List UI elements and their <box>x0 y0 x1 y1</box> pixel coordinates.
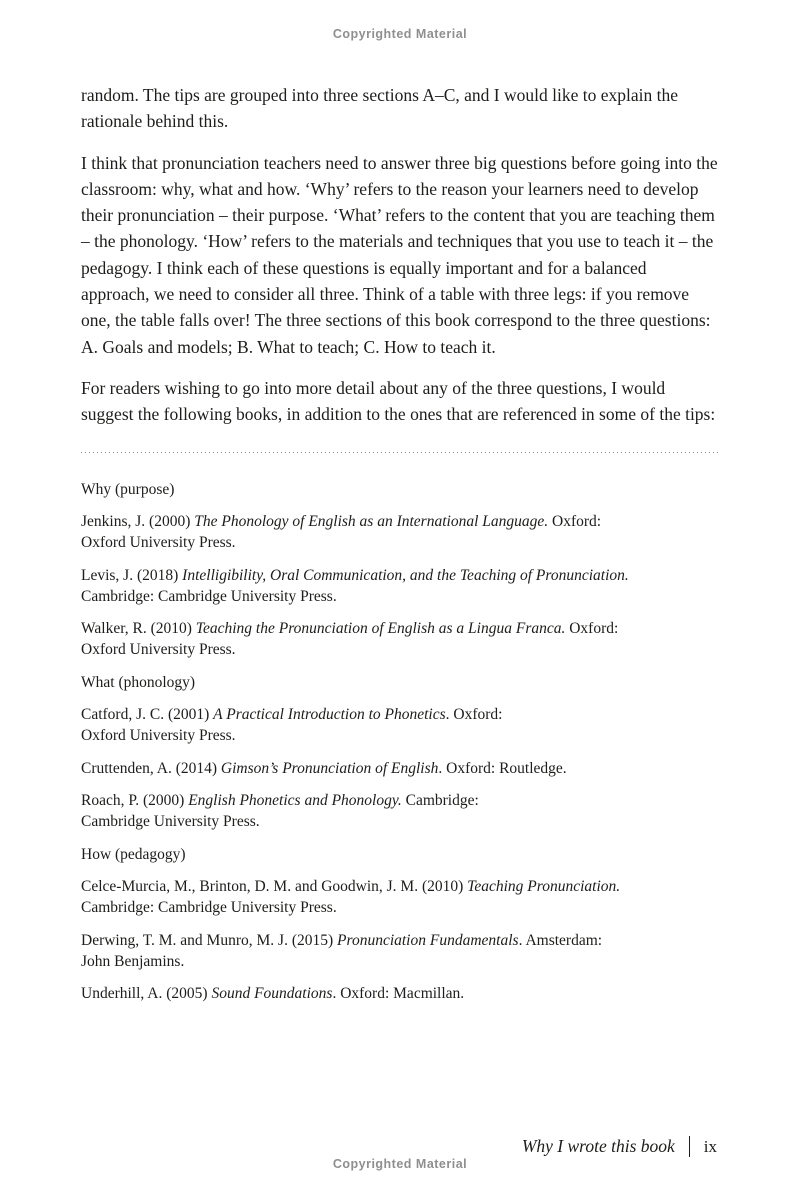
reference-text: Jenkins, J. (2000) <box>81 513 195 531</box>
reference-text: Levis, J. (2018) <box>81 566 183 584</box>
reference-text: . Oxford: <box>445 706 503 724</box>
page-content <box>81 82 718 1016</box>
reference-text: Oxford University Press. <box>81 727 236 745</box>
reference-text: Underhill, A. (2005) <box>81 985 212 1003</box>
body-paragraph: I think that pronunciation teachers need to answer three big questions before going into the classroom: why, what and how. ‘Why’ refers to the reason your learners need to develop their pronunciation – their purpose. ‘What’ refers to the content that you are teaching them – the phonology. ‘How’ refers to the materials and techniques that you use to teach it – the pedagogy. I think each of these questions is equally important and for a balanced approach, we need to consider all three. Think of a table with three legs: if you remove one, the table falls over! The three sections of this book correspond to the three questions: A. Goals and models; B. What to teach; C. How to teach it. <box>81 152 718 357</box>
reference-section-heading: Why (purpose) <box>81 480 175 498</box>
copyright-notice-bottom: Copyrighted Material <box>332 1157 468 1171</box>
running-footer <box>522 1136 717 1157</box>
reference-entry <box>81 565 718 607</box>
copyright-notice-top: Copyrighted Material <box>332 27 468 41</box>
reference-text: Celce-Murcia, M., Brinton, D. M. and Goodwin, J. M. (2010) <box>81 878 468 896</box>
reference-text: Oxford University Press. <box>81 641 236 659</box>
reference-text: Cruttenden, A. (2014) <box>81 759 221 777</box>
reference-title: Gimson’s Pronunciation of English <box>220 759 439 777</box>
reference-text: . Amsterdam: <box>518 931 603 949</box>
reference-text: . Oxford: Routledge. <box>438 759 567 777</box>
reference-title: Intelligibility, Oral Communication, and the Teaching of Pronunciation. <box>182 566 629 584</box>
reference-text: Oxford University Press. <box>81 534 236 552</box>
reference-text: Derwing, T. M. and Munro, M. J. (2015) <box>81 931 338 949</box>
reference-list <box>81 479 718 1005</box>
reference-entry <box>81 618 718 660</box>
reference-text: John Benjamins. <box>81 952 185 970</box>
reference-entry <box>81 790 718 832</box>
running-footer-title: Why I wrote this book <box>521 1136 675 1156</box>
page-number: ix <box>703 1136 717 1156</box>
footer-divider <box>689 1136 690 1157</box>
reference-title: The Phonology of English as an International Language. <box>194 513 549 531</box>
reference-text: Walker, R. (2010) <box>81 620 196 638</box>
reference-entry <box>81 983 718 1004</box>
reference-entry <box>81 511 718 553</box>
body-paragraph: For readers wishing to go into more detail about any of the three questions, I would suggest the following books, in addition to the ones that are referenced in some of the tips: <box>81 377 716 425</box>
reference-title: A Practical Introduction to Phonetics <box>213 706 446 724</box>
section-divider <box>81 452 718 453</box>
reference-text: Cambridge: Cambridge University Press. <box>81 587 337 605</box>
reference-text: Cambridge: <box>401 792 479 810</box>
reference-text: Roach, P. (2000) <box>81 792 189 810</box>
reference-text: . Oxford: Macmillan. <box>332 985 465 1003</box>
reference-title: Teaching the Pronunciation of English as a Lingua Franca. <box>195 620 566 638</box>
reference-section-heading: How (pedagogy) <box>81 845 186 863</box>
reference-title: Teaching Pronunciation. <box>467 878 621 896</box>
reference-text: Cambridge University Press. <box>81 813 260 831</box>
reference-title: English Phonetics and Phonology. <box>188 792 402 810</box>
reference-entry <box>81 758 718 779</box>
reference-entry <box>81 930 718 972</box>
reference-entry <box>81 876 718 918</box>
reference-entry <box>81 704 718 746</box>
reference-title: Sound Foundations <box>211 985 333 1003</box>
reference-text: Cambridge: Cambridge University Press. <box>81 899 337 917</box>
body-paragraph: random. The tips are grouped into three sections A–C, and I would like to explain the rationale behind this. <box>81 85 678 132</box>
reference-text: Catford, J. C. (2001) <box>81 706 214 724</box>
reference-text: Oxford: <box>565 620 619 638</box>
reference-title: Pronunciation Fundamentals <box>337 931 519 949</box>
reference-text: Oxford: <box>548 513 602 531</box>
reference-section-heading: What (phonology) <box>81 673 196 691</box>
